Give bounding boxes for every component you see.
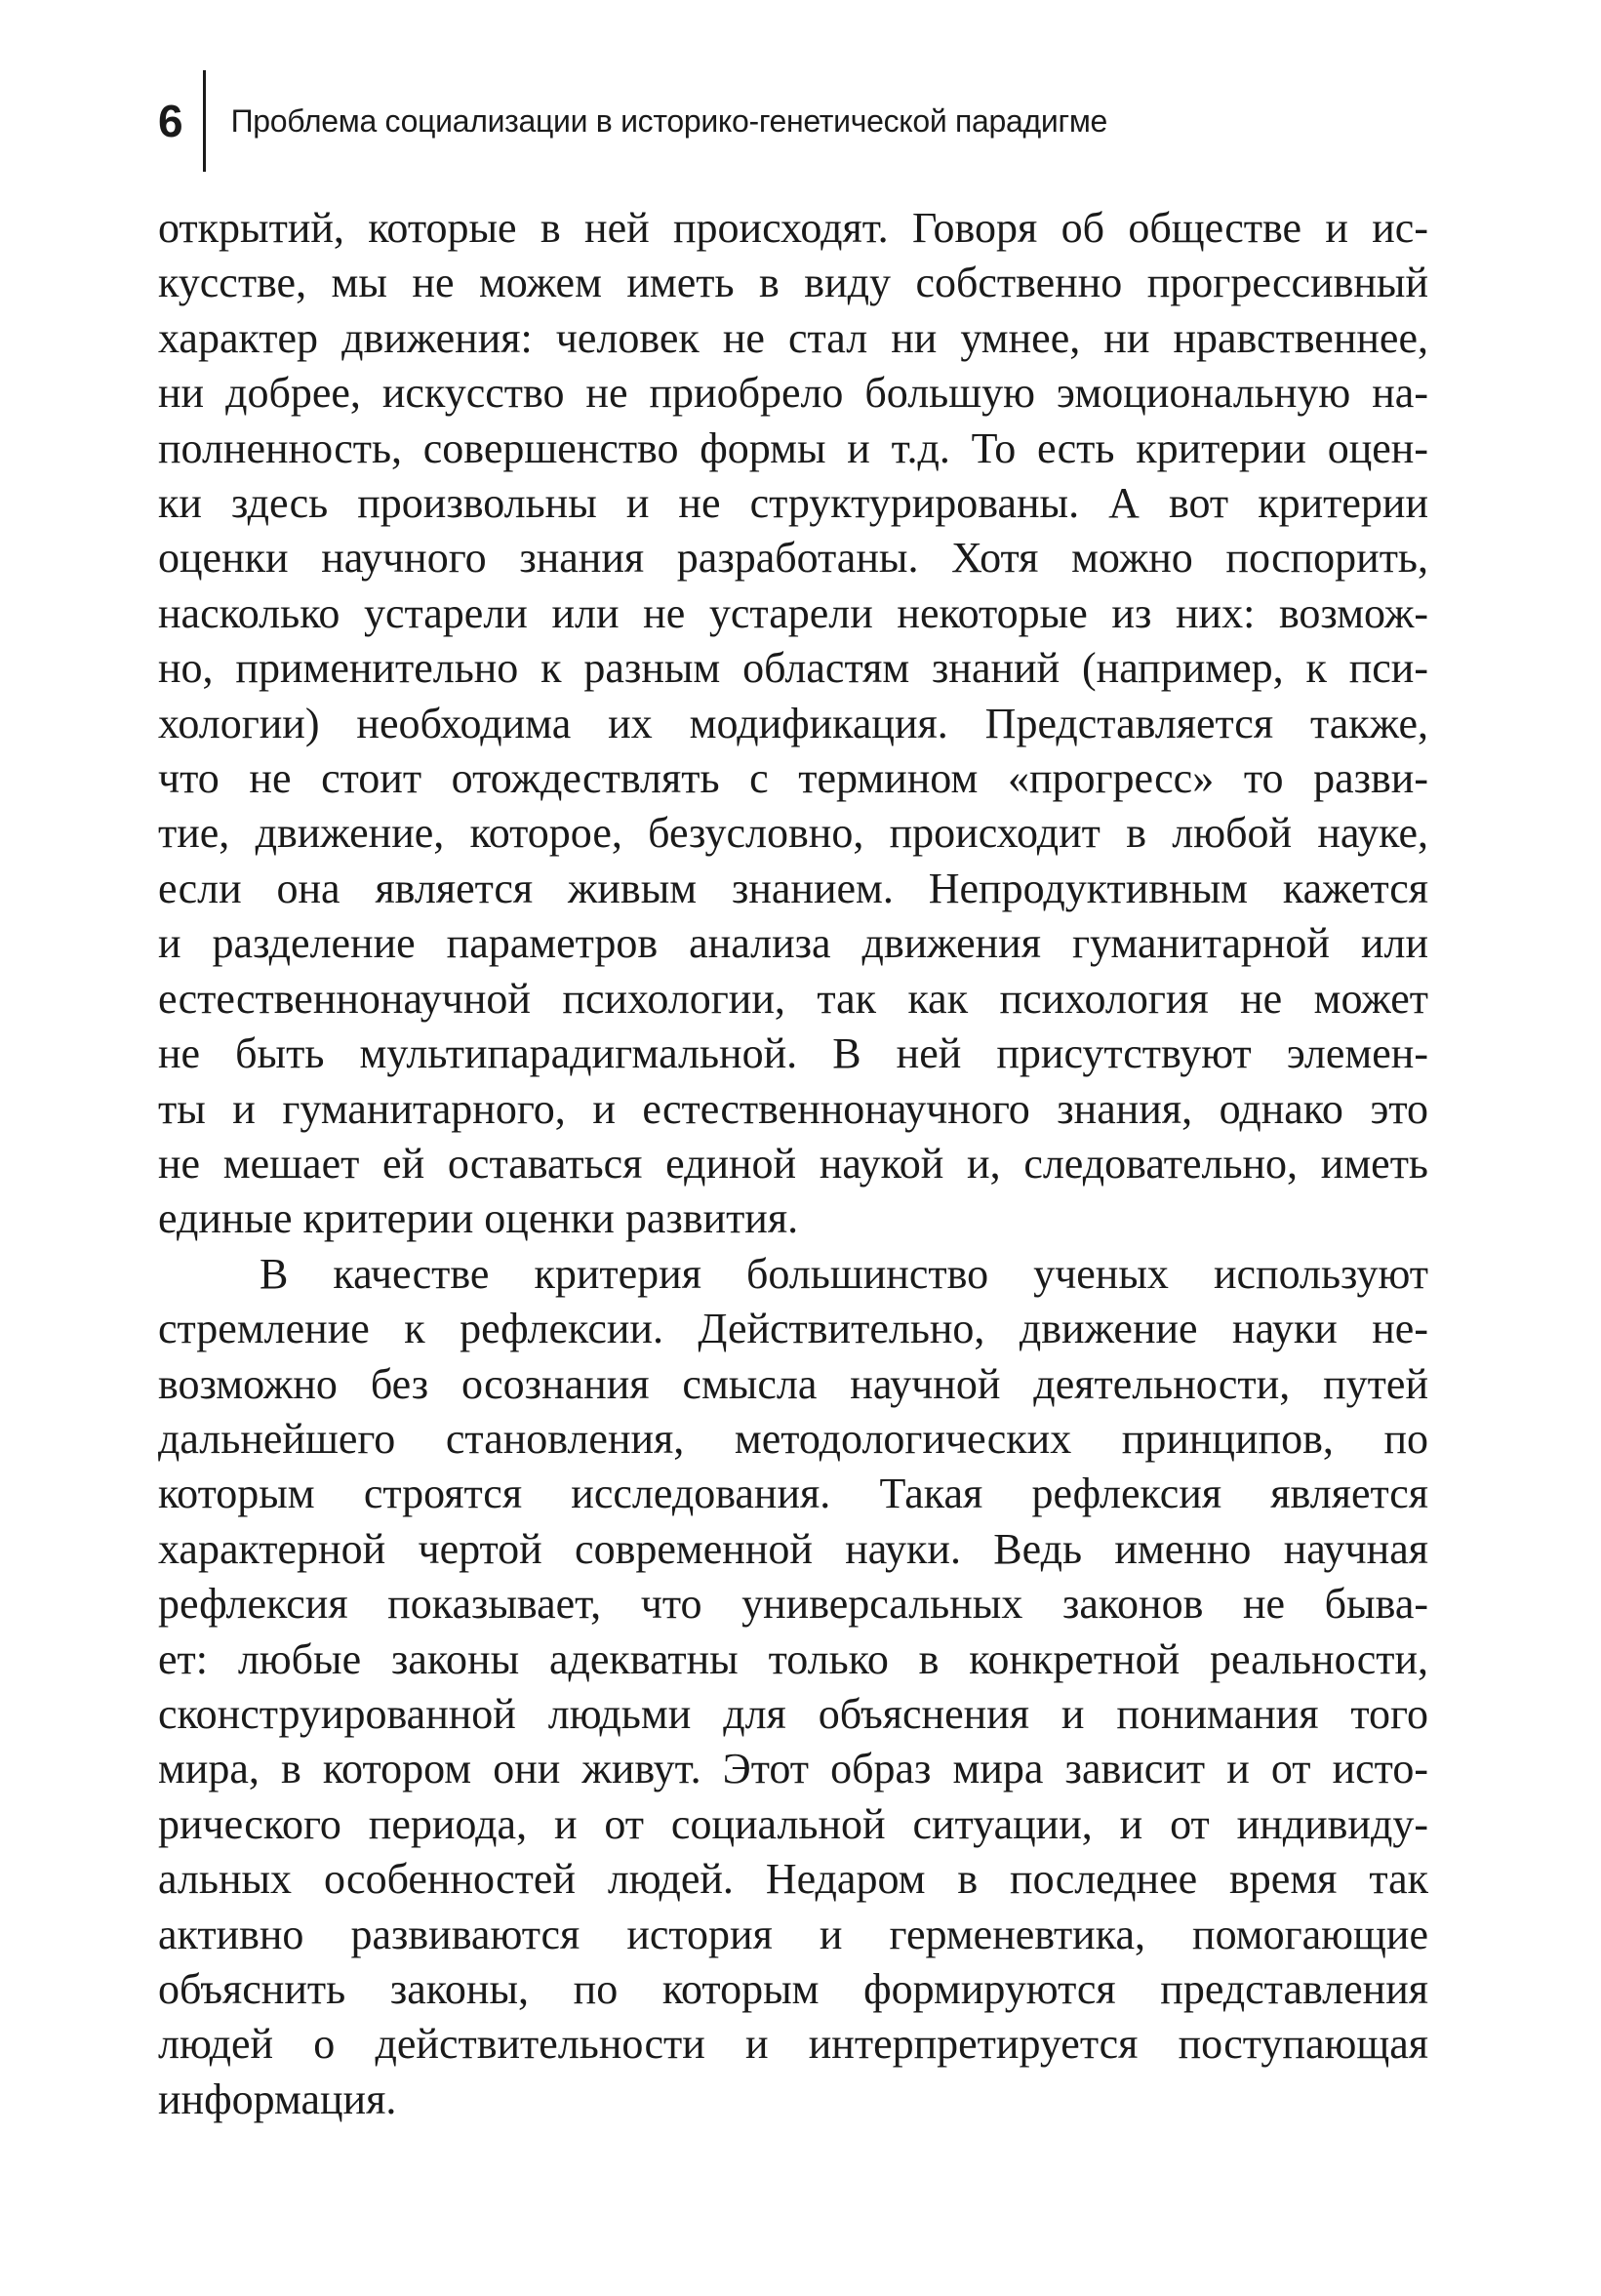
text-line: стремление к рефлексии. Действительно, движение науки не- bbox=[158, 1305, 1428, 1353]
header-divider bbox=[203, 70, 206, 172]
text-line: активно развиваются история и герменевтика, помогающие bbox=[158, 1910, 1428, 1958]
text-line: мира, в котором они живут. Этот образ мира зависит и от исто- bbox=[158, 1745, 1428, 1793]
text-line: хологии) необходима их модификация. Представляется также, bbox=[158, 699, 1428, 747]
text-line: которым строятся исследования. Такая рефлексия является bbox=[158, 1470, 1428, 1518]
text-line: естественнонаучной психологии, так как психология не может bbox=[158, 974, 1428, 1023]
text-line: полненность, совершенство формы и т.д. То есть критерии оцен- bbox=[158, 423, 1428, 472]
text-line: открытий, которые в ней происходят. Говоря об обществе и ис- bbox=[158, 204, 1428, 252]
text-line: людей о действительности и интерпретируется поступающая bbox=[158, 2020, 1428, 2069]
text-line: дальнейшего становления, методологических принципов, по bbox=[158, 1414, 1428, 1463]
text-line: ет: любые законы адекватны только в конкретной реальности, bbox=[158, 1634, 1428, 1683]
text-line: оценки научного знания разработаны. Хотя можно поспорить, bbox=[158, 534, 1428, 583]
text-line: кусстве, мы не можем иметь в виду собственно прогрессивный bbox=[158, 259, 1428, 307]
running-title: Проблема социализации в историко-генетической парадигме bbox=[230, 103, 1108, 139]
text-line: ты и гуманитарного, и естественнонаучного знания, однако это bbox=[158, 1084, 1428, 1133]
text-line: возможно без осознания смысла научной деятельности, путей bbox=[158, 1359, 1428, 1408]
text-line: не быть мультипарадигмальной. В ней присутствуют элемен- bbox=[158, 1029, 1428, 1078]
text-line: тие, движение, которое, безусловно, происходит в любой науке, bbox=[158, 809, 1428, 858]
text-line: но, применительно к разным областям знаний (например, к пси- bbox=[158, 644, 1428, 693]
text-line: объяснить законы, по которым формируются представления bbox=[158, 1965, 1428, 2013]
text-line: информация. bbox=[158, 2074, 397, 2123]
text-line: характер движения: человек не стал ни умнее, ни нравственнее, bbox=[158, 313, 1428, 362]
text-line: и разделение параметров анализа движения гуманитарной или bbox=[158, 919, 1428, 968]
text-line: если она является живым знанием. Непродуктивным кажется bbox=[158, 864, 1428, 912]
text-line: характерной чертой современной науки. Ведь именно научная bbox=[158, 1524, 1428, 1573]
paragraph-1 bbox=[158, 201, 1428, 1247]
text-line: В качестве критерия большинство ученых используют bbox=[260, 1249, 1428, 1298]
page-number: 6 bbox=[158, 96, 183, 146]
text-line: насколько устарели или не устарели некоторые из них: возмож- bbox=[158, 588, 1428, 637]
text-line: рефлексия показывает, что универсальных законов не быва- bbox=[158, 1580, 1428, 1629]
text-line: единые критерии оценки развития. bbox=[158, 1194, 799, 1243]
text-line: альных особенностей людей. Недаром в последнее время так bbox=[158, 1855, 1428, 1904]
text-line: ни добрее, искусство не приобрело большую эмоциональную на- bbox=[158, 369, 1428, 418]
text-line: рического периода, и от социальной ситуации, и от индивиду- bbox=[158, 1799, 1428, 1848]
text-line: не мешает ей оставаться единой наукой и, следовательно, иметь bbox=[158, 1139, 1428, 1188]
text-line: сконструированной людьми для объяснения и понимания того bbox=[158, 1689, 1428, 1738]
paragraph-2 bbox=[158, 1247, 1428, 2128]
page-header bbox=[158, 66, 1107, 176]
body-text bbox=[158, 201, 1428, 2127]
text-line: что не стоит отождествлять с термином «прогресс» то разви- bbox=[158, 754, 1428, 803]
text-line: ки здесь произвольны и не структурированы. А вот критерии bbox=[158, 479, 1428, 528]
